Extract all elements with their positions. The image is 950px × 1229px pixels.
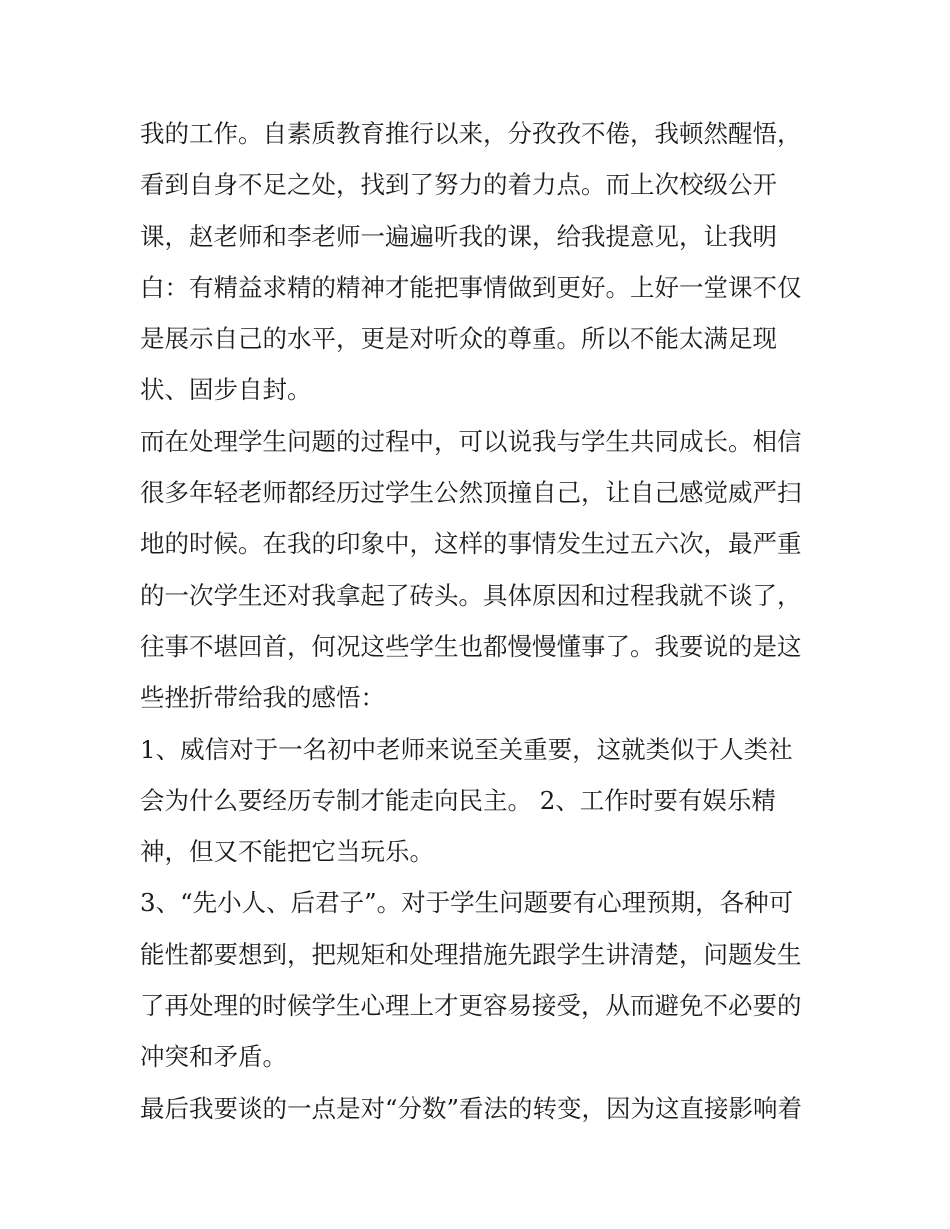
text-line: 很多年轻老师都经历过学生公然顶撞自己，让自己感觉威严扫 <box>140 478 802 508</box>
text-line: 1、威信对于一名初中老师来说至关重要，这就类似于人类社 <box>140 734 793 764</box>
text-line: 3、“先小人、后君子”。对于学生问题要有心理预期，各种可 <box>140 888 794 918</box>
text-line: 白：有精益求精的精神才能把事情做到更好。上好一堂课不仅 <box>140 272 802 302</box>
text-line: 的一次学生还对我拿起了砖头。具体原因和过程我就不谈了， <box>140 580 802 610</box>
text-line: 神，但又不能把它当玩乐。 <box>140 837 434 867</box>
text-line: 状、固步自封。 <box>140 375 312 405</box>
text-line: 而在处理学生问题的过程中，可以说我与学生共同成长。相信 <box>140 426 802 456</box>
text-line: 看到自身不足之处，找到了努力的着力点。而上次校级公开 <box>140 170 777 200</box>
text-line: 最后我要谈的一点是对“分数”看法的转变，因为这直接影响着 <box>140 1093 803 1123</box>
text-line: 了再处理的时候学生心理上才更容易接受，从而避免不必要的 <box>140 991 802 1021</box>
text-line: 往事不堪回首，何况这些学生也都慢慢懂事了。我要说的是这 <box>140 631 802 661</box>
text-line: 些挫折带给我的感悟： <box>140 683 385 713</box>
text-line: 冲突和矛盾。 <box>140 1042 287 1072</box>
text-line: 课，赵老师和李老师一遍遍听我的课，给我提意见，让我明 <box>140 221 777 251</box>
text-line: 是展示自己的水平，更是对听众的尊重。所以不能太满足现 <box>140 324 777 354</box>
text-line: 地的时候。在我的印象中，这样的事情发生过五六次，最严重 <box>140 529 802 559</box>
text-line: 会为什么要经历专制才能走向民主。 2、工作时要有娱乐精 <box>140 785 776 815</box>
body-text <box>140 108 830 1134</box>
text-line: 我的工作。自素质教育推行以来，分孜孜不倦，我顿然醒悟， <box>140 119 802 148</box>
text-line: 能性都要想到，把规矩和处理措施先跟学生讲清楚，问题发生 <box>140 939 802 969</box>
